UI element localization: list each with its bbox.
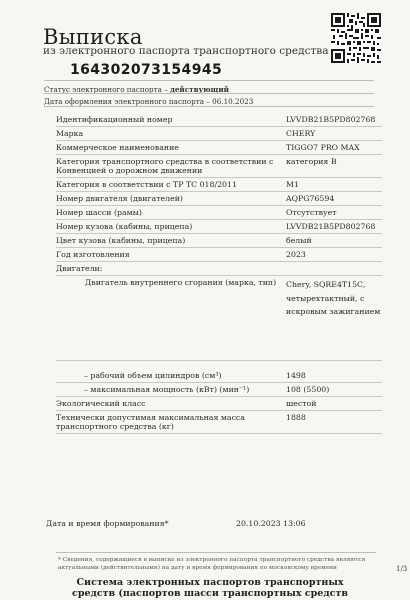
divider	[44, 106, 374, 107]
table-row: Номер шасси (рамы) Отсутствует	[56, 206, 382, 220]
table-row: Технически допустимая максимальная масса транспортного средства (кг) 1888	[56, 411, 382, 434]
vehicle-data-table	[56, 113, 382, 434]
table-row: Двигатели:	[56, 262, 382, 276]
table-row: Марка CHERY	[56, 127, 382, 141]
table-row: Идентификационный номер LVVDB21B5PD802768	[56, 113, 382, 127]
formed-date-value: 20.10.2023 13:06	[236, 519, 306, 528]
page-number: 1/3	[396, 565, 408, 573]
table-row: Двигатель внутреннего сгорания (марка, тип) Chery, SQRE4T15C, четырехтактный, с искровым зажиганием	[56, 276, 382, 361]
divider	[44, 93, 374, 94]
system-title: Система электронных паспортов транспортных средств (паспортов шасси транспортных средств	[72, 577, 348, 599]
footnote: * Сведения, содержащиеся в выписке из электронного паспорта транспортного средства являются актуальными (действительными) на дату и время формирования по московскому времени	[58, 557, 366, 571]
table-row: – максимальная мощность (кВт) (мин⁻¹) 108 (5500)	[56, 383, 382, 397]
table-row: Экологический класс шестой	[56, 397, 382, 411]
document-title: Выписка	[43, 25, 143, 49]
table-row: Номер кузова (кабины, прицепа) LVVDB21B5PD802768	[56, 220, 382, 234]
passport-number: 164302073154945	[70, 62, 223, 78]
table-row: Номер двигателя (двигателей) AQPG76594	[56, 192, 382, 206]
table-row: Цвет кузова (кабины, прицепа) белый	[56, 234, 382, 248]
table-row: Год изготовления 2023	[56, 248, 382, 262]
status-value: действующий	[170, 85, 229, 94]
document-subtitle: из электронного паспорта транспортного средства	[43, 45, 329, 57]
formed-date-label: Дата и время формирования*	[46, 519, 169, 528]
table-row: – рабочий объем цилиндров (см³) 1498	[56, 361, 382, 383]
qr-code-icon	[331, 13, 381, 63]
issue-date: Дата оформления электронного паспорта – 06.10.2023	[44, 97, 254, 106]
passport-status: Статус электронного паспорта – действующий	[44, 85, 229, 94]
table-row: Категория транспортного средства в соответствии с Конвенцией о дорожном движении категория B	[56, 155, 382, 178]
table-row: Коммерческое наименование TIGGO7 PRO MAX	[56, 141, 382, 155]
table-row: Категория в соответствии с ТР ТС 018/2011 M1	[56, 178, 382, 192]
divider	[44, 80, 374, 81]
divider	[56, 552, 376, 553]
